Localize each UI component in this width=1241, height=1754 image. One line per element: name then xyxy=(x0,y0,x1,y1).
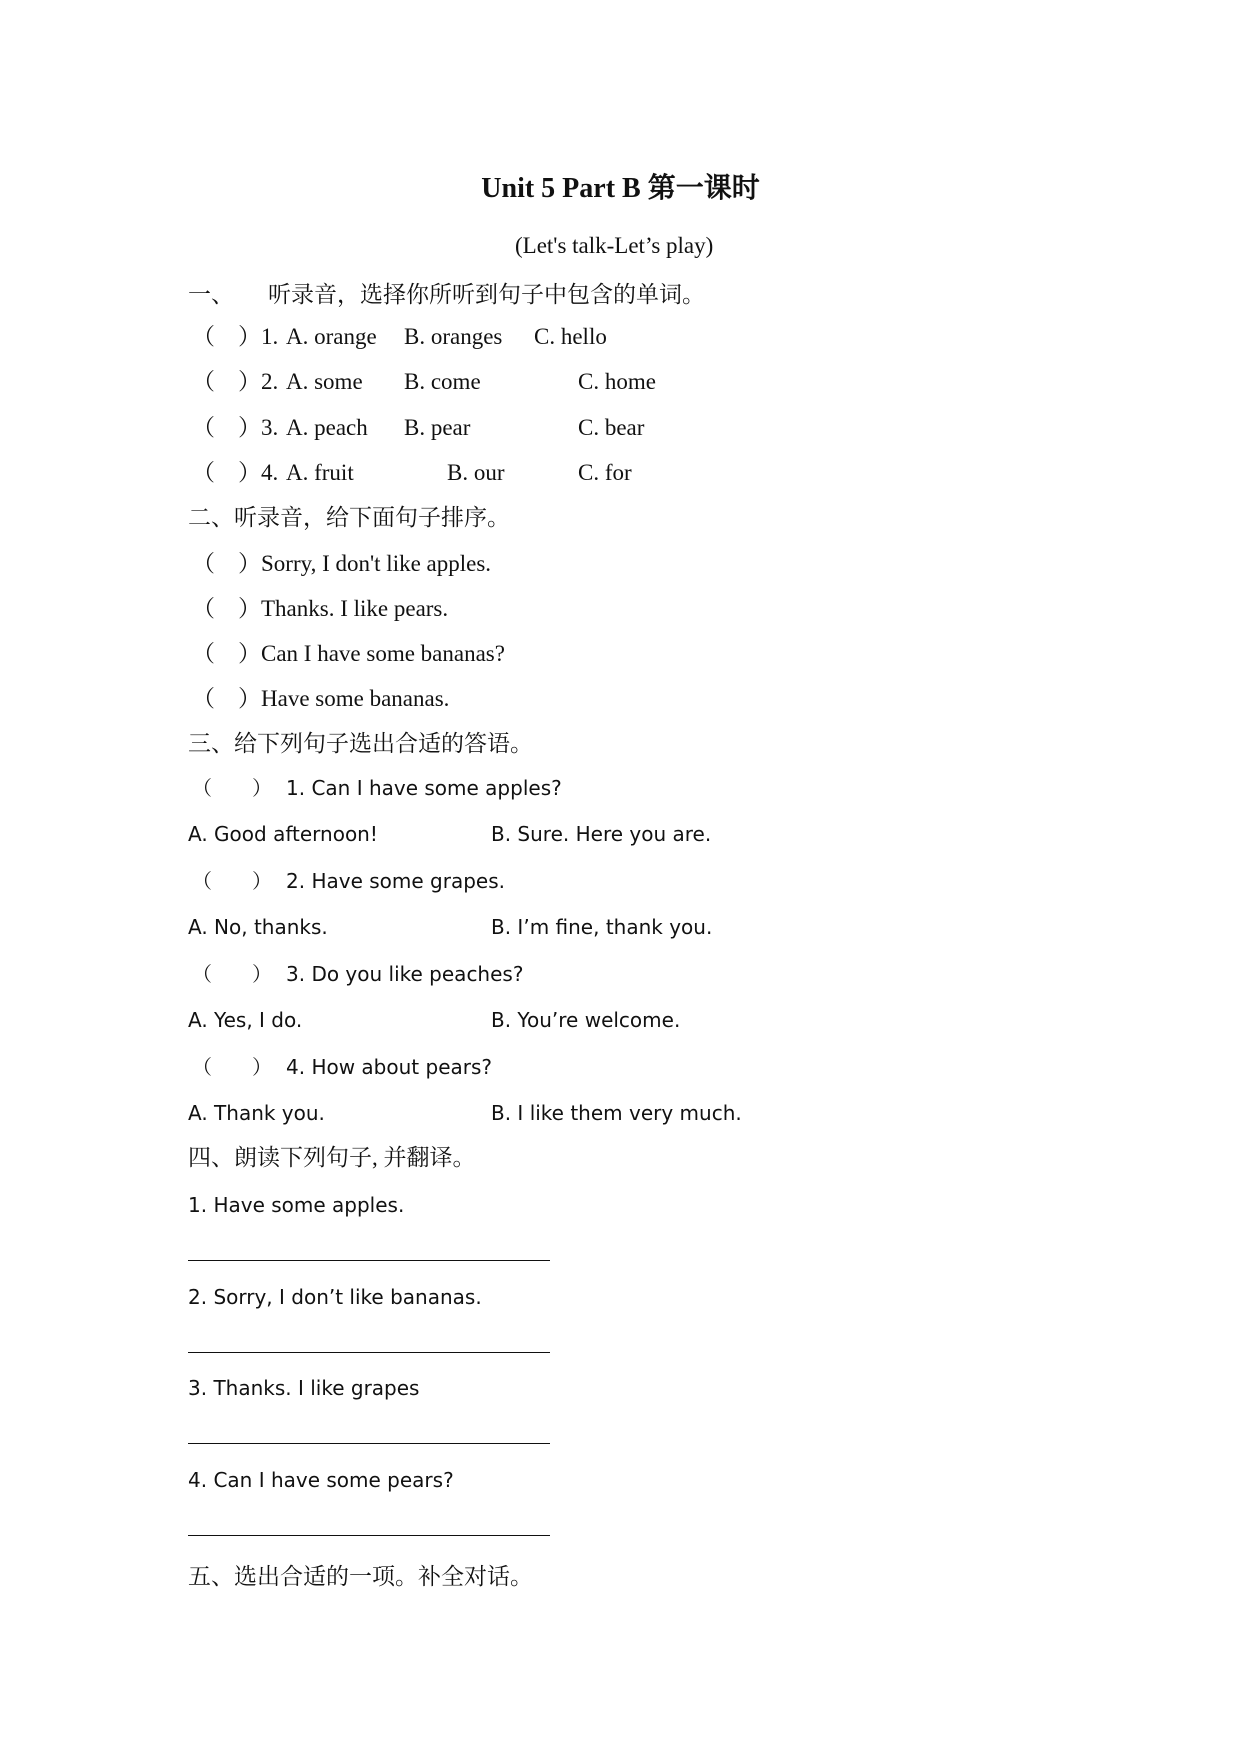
answer-paren[interactable]: （ ） xyxy=(192,324,261,349)
question-text: 4. How about pears? xyxy=(286,1055,493,1079)
sentence-text: Sorry, I don't like apples. xyxy=(261,551,492,576)
sentence-text: Have some bananas. xyxy=(261,686,450,711)
section2-heading: 二、听录音，给下面句子排序。 xyxy=(188,505,510,530)
option-a: A. Good afternoon! xyxy=(188,822,378,846)
translation-blank[interactable] xyxy=(188,1535,550,1536)
option-a: A. orange xyxy=(286,324,377,349)
answer-paren[interactable]: （ ） xyxy=(192,962,272,986)
sentence-text: 1. Have some apples. xyxy=(188,1193,405,1217)
section5-heading: 五、选出合适的一项。补全对话。 xyxy=(188,1564,533,1589)
option-a: A. fruit xyxy=(286,460,354,485)
option-b: B. I like them very much. xyxy=(491,1101,742,1125)
answer-paren[interactable]: （ ） xyxy=(192,869,272,893)
question-text: 3. Do you like peaches? xyxy=(286,962,524,986)
option-a: A. Yes, I do. xyxy=(188,1008,303,1032)
section1-heading-number: 一、 xyxy=(188,282,234,307)
section1-heading xyxy=(188,280,705,310)
option-a: A. some xyxy=(286,369,363,394)
page-title: Unit 5 Part B 第一课时 xyxy=(481,173,760,204)
option-c: C. for xyxy=(578,460,632,485)
answer-paren[interactable]: （ ） xyxy=(192,1055,272,1079)
translation-blank[interactable] xyxy=(188,1352,550,1353)
question-text: 1. Can I have some apples? xyxy=(286,776,562,800)
option-a: A. peach xyxy=(286,415,368,440)
option-b: B. Sure. Here you are. xyxy=(491,822,712,846)
order-paren[interactable]: （ ） xyxy=(192,686,261,711)
option-b: B. oranges xyxy=(404,324,503,349)
translation-blank[interactable] xyxy=(188,1260,550,1261)
option-b: B. pear xyxy=(404,415,471,440)
option-b: B. You’re welcome. xyxy=(491,1008,681,1032)
answer-paren[interactable]: （ ） xyxy=(192,776,272,800)
section1-heading-text: 听录音，选择你所听到句子中包含的单词。 xyxy=(268,282,705,307)
sentence-text: Thanks. I like pears. xyxy=(261,596,449,621)
item-number: 2. xyxy=(261,369,279,394)
answer-paren[interactable]: （ ） xyxy=(192,415,261,440)
question-text: 2. Have some grapes. xyxy=(286,869,505,893)
answer-paren[interactable]: （ ） xyxy=(192,369,261,394)
option-b: B. come xyxy=(404,369,481,394)
option-b: B. our xyxy=(447,460,505,485)
page-subtitle: (Let's talk-Let’s play) xyxy=(515,233,714,258)
option-c: C. home xyxy=(578,369,656,394)
order-paren[interactable]: （ ） xyxy=(192,551,261,576)
section3-heading: 三、给下列句子选出合适的答语。 xyxy=(188,731,533,756)
answer-paren[interactable]: （ ） xyxy=(192,460,261,485)
section4-heading: 四、朗读下列句子, 并翻译。 xyxy=(188,1145,476,1170)
order-paren[interactable]: （ ） xyxy=(192,596,261,621)
translation-blank[interactable] xyxy=(188,1443,550,1444)
item-number: 4. xyxy=(261,460,279,485)
sentence-text: Can I have some bananas? xyxy=(261,641,505,666)
item-number: 3. xyxy=(261,415,279,440)
option-a: A. Thank you. xyxy=(188,1101,325,1125)
option-c: C. bear xyxy=(578,415,645,440)
sentence-text: 2. Sorry, I don’t like bananas. xyxy=(188,1285,482,1309)
order-paren[interactable]: （ ） xyxy=(192,641,261,666)
option-a: A. No, thanks. xyxy=(188,915,328,939)
option-b: B. I’m fine, thank you. xyxy=(491,915,713,939)
sentence-text: 3. Thanks. I like grapes xyxy=(188,1376,420,1400)
item-number: 1. xyxy=(261,324,279,349)
option-c: C. hello xyxy=(534,324,607,349)
sentence-text: 4. Can I have some pears? xyxy=(188,1468,454,1492)
